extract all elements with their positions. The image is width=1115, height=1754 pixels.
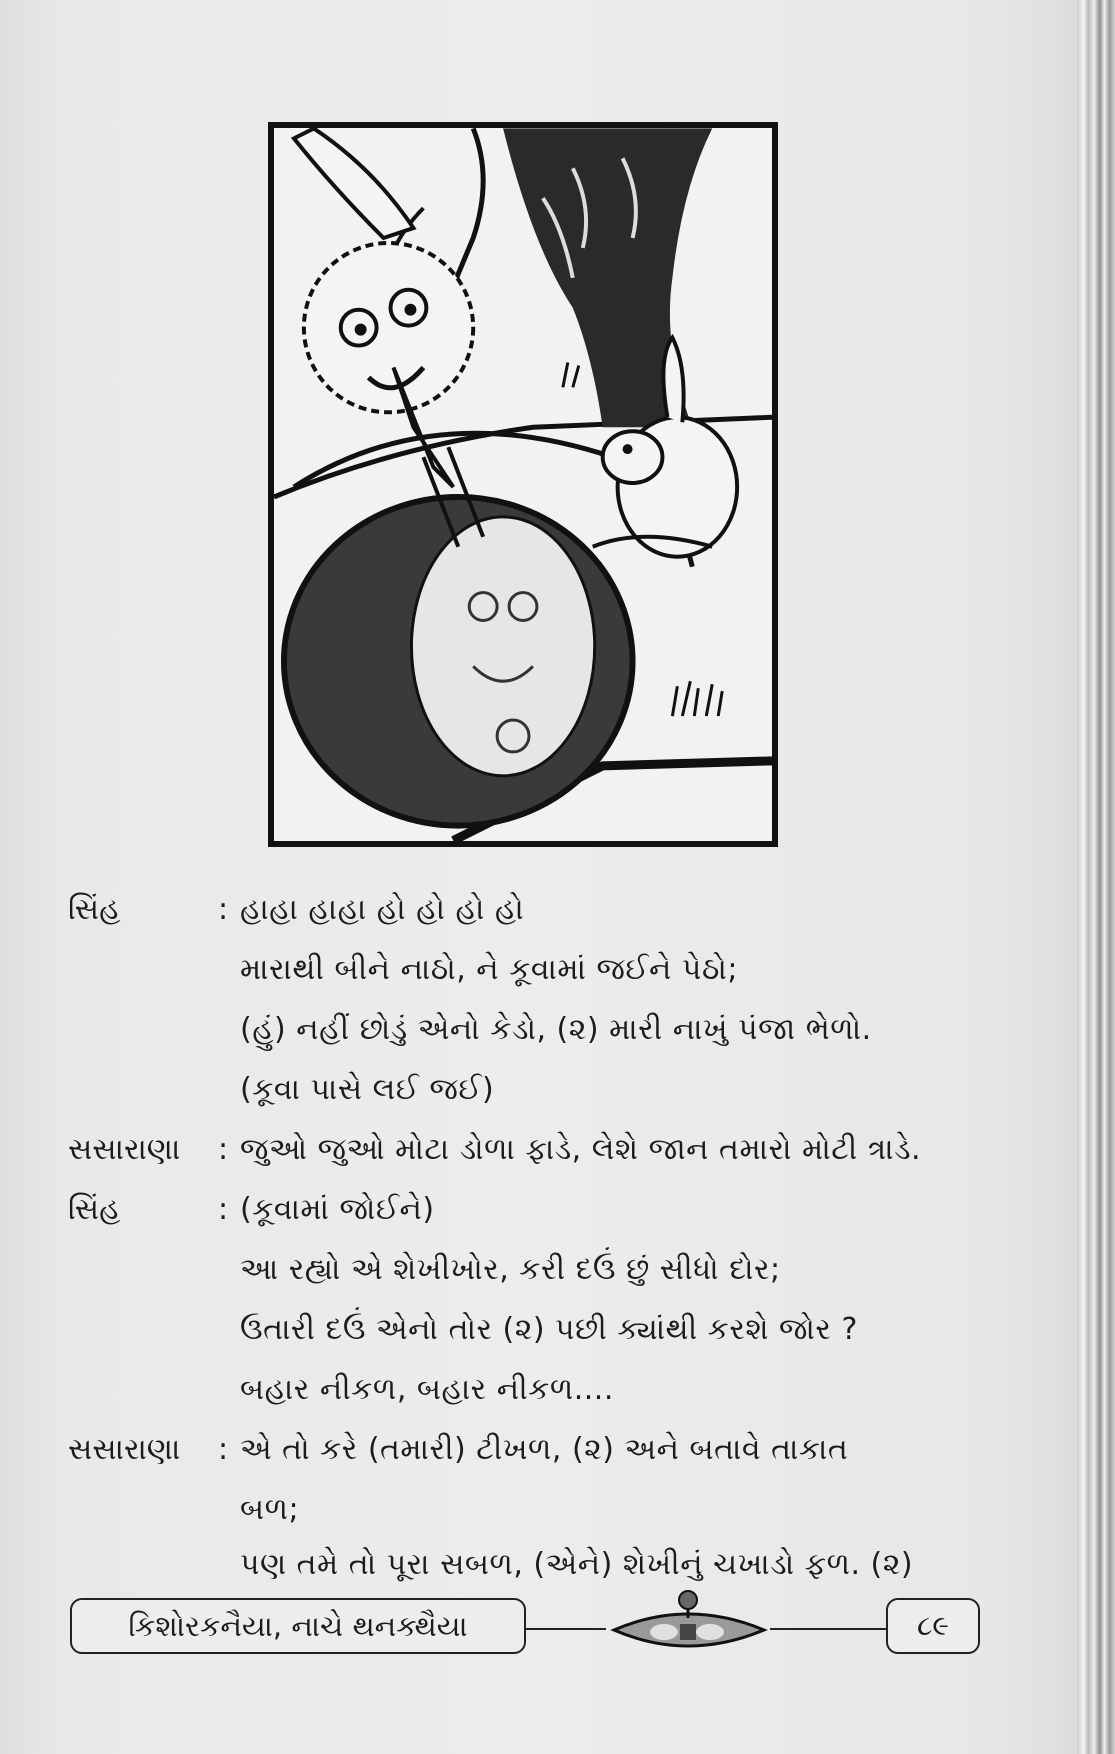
dialogue-line: હાહા હાહા હો હો હો હો bbox=[240, 892, 525, 927]
stage-direction: (કૂવા પાસે લઈ જઈ) bbox=[240, 1072, 495, 1107]
footer-divider bbox=[770, 1628, 888, 1630]
stage-direction: (કૂવામાં જોઈને) bbox=[240, 1192, 435, 1227]
dialogue-line: પણ તમે તો પૂરા સબળ, (એને) શેખીનું ચખાડો ફળ. (૨) bbox=[240, 1547, 914, 1582]
speaker-label: સિંહ bbox=[68, 1192, 121, 1227]
colon-separator: : bbox=[218, 1132, 229, 1167]
colon-separator: : bbox=[218, 892, 229, 927]
footer-ornament-icon bbox=[604, 1578, 772, 1664]
colon-separator: : bbox=[218, 1192, 229, 1227]
footer-divider bbox=[526, 1628, 606, 1630]
dialogue-line: એ તો કરે (તમારી) ટીખળ, (૨) અને બતાવે તાકાત bbox=[240, 1432, 849, 1467]
page-number: ૮૯ bbox=[886, 1598, 980, 1654]
dialogue-line: આ રહ્યો એ શેખીખોર, કરી દઉં છું સીધો દોર; bbox=[240, 1252, 781, 1287]
dialogue-line: બળ; bbox=[240, 1492, 300, 1527]
footer-book-title: કિશોરકનૈયા, નાચે થનક્થૈયા bbox=[70, 1598, 526, 1654]
dialogue-line: મારાથી બીને નાઠો, ને કૂવામાં જઈને પેઠો; bbox=[240, 952, 738, 987]
speaker-label: સસારાણા bbox=[68, 1432, 181, 1467]
dialogue-line: જુઓ જુઓ મોટા ડોળા ફાડે, લેશે જાન તમારો મોટી ત્રાડે. bbox=[240, 1132, 922, 1167]
colon-separator: : bbox=[218, 1432, 229, 1467]
dialogue-line: બહાર નીકળ, બહાર નીકળ.... bbox=[240, 1372, 614, 1407]
speaker-label: સિંહ bbox=[68, 892, 121, 927]
dialogue-line: ઉતારી દઉં એનો તોર (૨) પછી ક્યાંથી કરશે જોર ? bbox=[240, 1312, 858, 1347]
speaker-label: સસારાણા bbox=[68, 1132, 181, 1167]
book-spine bbox=[1077, 0, 1115, 1754]
dialogue-line: (હું) નહીં છોડું એનો કેડો, (૨) મારી નાખું પંજા ભેળો. bbox=[240, 1012, 872, 1047]
